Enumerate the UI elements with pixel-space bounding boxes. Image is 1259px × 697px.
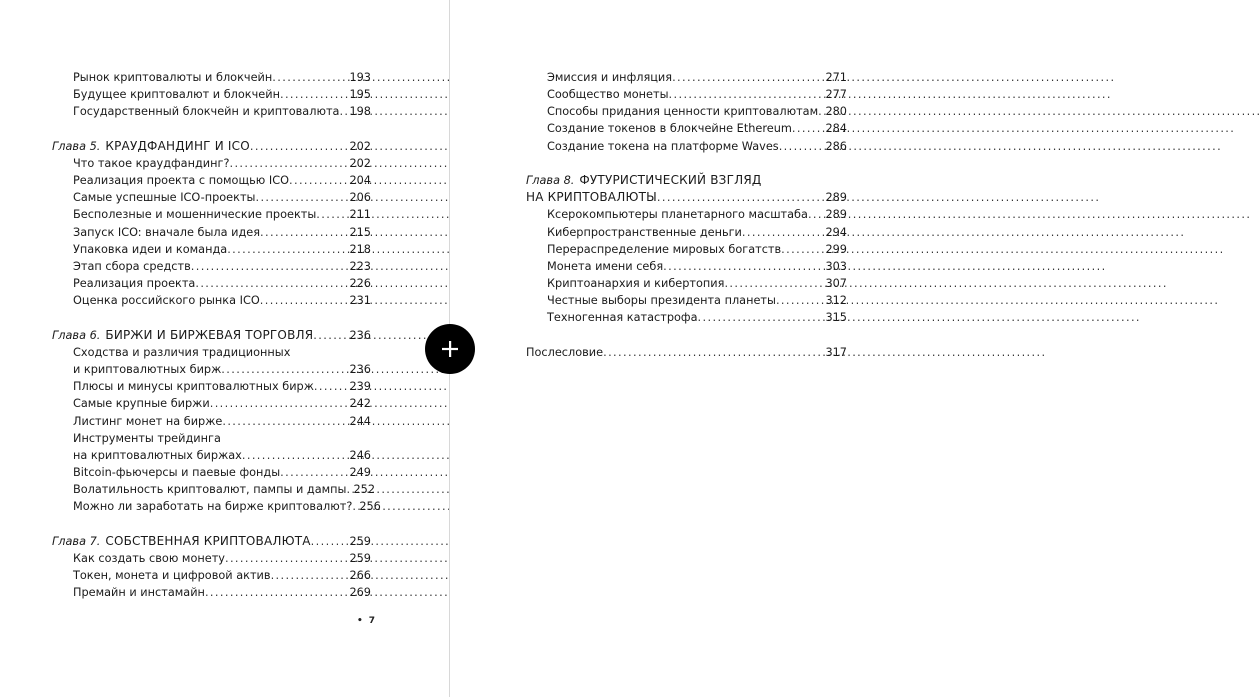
entry-title: Самые крупные биржи xyxy=(73,397,210,411)
page-ref: 242 xyxy=(349,397,371,411)
leader-dots xyxy=(776,292,825,309)
toc-entry-row xyxy=(526,69,847,86)
toc-entry-row xyxy=(52,550,371,567)
toc-entry-row xyxy=(52,189,371,206)
leader-dots xyxy=(222,413,348,430)
plus-icon xyxy=(441,340,459,358)
toc-entry-row xyxy=(526,275,847,292)
chapter-label: Глава 6. xyxy=(52,328,101,342)
page-ref: 307 xyxy=(825,277,847,291)
entry-title: Сообщество монеты xyxy=(547,88,669,102)
page-ref: 231 xyxy=(349,294,371,308)
entry-title: Как создать свою монету xyxy=(73,552,225,566)
toc-chapter-row-cont xyxy=(526,189,847,206)
toc-entry-row xyxy=(52,292,371,309)
leader-dots xyxy=(339,103,348,120)
toc-entry-row xyxy=(526,309,847,326)
page-ref: 236 xyxy=(349,328,371,342)
toc-entry-row xyxy=(52,86,371,103)
right-page xyxy=(450,0,900,697)
entry-title: Реализация проекта xyxy=(73,277,196,291)
toc-afterword-row xyxy=(526,344,847,361)
leader-dots xyxy=(260,224,348,241)
chapter-label: Глава 7. xyxy=(52,534,101,548)
chapter-title: НА КРИПТОВАЛЮТЫ xyxy=(526,190,657,205)
entry-title: Будущее криптовалют и блокчейн xyxy=(73,88,280,102)
leader-dots xyxy=(255,189,348,206)
page-ref: 246 xyxy=(349,448,371,462)
toc-entry-row xyxy=(526,86,847,103)
page-ref: 284 xyxy=(825,122,847,136)
toc-entry-row xyxy=(526,258,847,275)
leader-dots xyxy=(669,86,825,103)
entry-title: Инструменты трейдинга xyxy=(73,431,221,445)
page-ref: 198 xyxy=(349,105,371,119)
page-ref: 303 xyxy=(825,259,847,273)
leader-dots xyxy=(260,292,349,309)
page-ref: 286 xyxy=(825,139,847,153)
toc-chapter-row xyxy=(52,327,371,344)
toc-entry-row xyxy=(52,361,371,378)
leader-dots xyxy=(672,69,824,86)
page-ref: 289 xyxy=(825,191,847,205)
entry-title: Послесловие xyxy=(526,345,604,359)
toc-chapter-row xyxy=(52,138,371,155)
leader-dots xyxy=(221,361,348,378)
toc-entry-row xyxy=(52,498,381,515)
page-number: 7 xyxy=(368,616,376,626)
toc-entry-row xyxy=(52,464,371,481)
page-ref: 299 xyxy=(825,242,847,256)
leader-dots xyxy=(250,138,349,155)
page-ref: 195 xyxy=(349,88,371,102)
toc-entry-row xyxy=(52,241,371,258)
leader-dots xyxy=(227,241,348,258)
page-ref: 315 xyxy=(825,311,847,325)
toc-chapter-row xyxy=(526,172,847,189)
toc-entry-row xyxy=(52,155,371,172)
leader-dots xyxy=(280,86,348,103)
page-ref: 236 xyxy=(349,363,371,377)
chapter-title: КРАУДФАНДИНГ И ICO xyxy=(105,138,250,153)
entry-title: Этап сбора средств xyxy=(73,259,191,273)
entry-title: Bitcoin-фьючерсы и паевые фонды xyxy=(73,465,281,479)
leader-dots xyxy=(316,206,348,223)
leader-dots xyxy=(272,69,348,86)
entry-title: Запуск ICO: вначале была идея xyxy=(73,225,261,239)
page-ref: 259 xyxy=(349,552,371,566)
add-button[interactable] xyxy=(425,324,475,374)
entry-title: Бесполезные и мошеннические проекты xyxy=(73,208,317,222)
page-ref: 280 xyxy=(825,105,847,119)
toc-entry-row xyxy=(52,481,376,498)
leader-dots xyxy=(742,224,825,241)
page-ref: 249 xyxy=(349,465,371,479)
entry-title: Листинг монет на бирже xyxy=(73,414,223,428)
leader-dots xyxy=(280,464,348,481)
toc-entry-row xyxy=(526,224,847,241)
toc-entry-row xyxy=(52,447,371,464)
leader-dots xyxy=(271,567,349,584)
page-ref: 239 xyxy=(349,380,371,394)
entry-title: Упаковка идеи и команда xyxy=(73,242,228,256)
toc-entry-row xyxy=(52,413,371,430)
entry-title: на криптовалютных биржах xyxy=(73,448,242,462)
toc-entry-row xyxy=(526,138,847,155)
toc-entry-row xyxy=(52,584,371,601)
toc-entry-row xyxy=(52,172,371,189)
entry-title: Реализация проекта с помощью ICO xyxy=(73,174,289,188)
entry-title: Плюсы и минусы криптовалютных бирж xyxy=(73,380,314,394)
page-ref: 266 xyxy=(349,569,371,583)
entry-title: Киберпространственные деньги xyxy=(547,225,742,239)
leader-dots xyxy=(603,344,824,361)
page-ref: 256 xyxy=(359,500,381,514)
entry-title: Рынок криптовалюты и блокчейн xyxy=(73,71,273,84)
leader-dots xyxy=(657,189,825,206)
chapter-title: СОБСТВЕННАЯ КРИПТОВАЛЮТА xyxy=(105,533,311,548)
page-ref: 204 xyxy=(349,174,371,188)
leader-dots xyxy=(781,241,824,258)
leader-dots xyxy=(195,275,348,292)
page-ref: 206 xyxy=(349,191,371,205)
entry-title: Способы придания ценности криптовалютам xyxy=(547,105,819,119)
toc-entry-row xyxy=(52,395,371,412)
toc-right xyxy=(526,69,847,361)
toc-entry-row xyxy=(52,344,371,361)
page-ref: 215 xyxy=(349,225,371,239)
toc-entry-row xyxy=(52,430,371,447)
left-page xyxy=(0,0,449,697)
entry-title: Эмиссия и инфляция xyxy=(547,71,673,84)
page-ref: 294 xyxy=(825,225,847,239)
leader-dots xyxy=(210,395,349,412)
entry-title: Честные выборы президента планеты xyxy=(547,294,776,308)
entry-title: Самые успешные ICO-проекты xyxy=(73,191,256,205)
toc-left xyxy=(52,69,381,601)
entry-title: Ксерокомпьютеры планетарного масштаба xyxy=(547,208,808,222)
leader-dots xyxy=(289,172,348,189)
leader-dots xyxy=(808,206,824,223)
page-ref: 269 xyxy=(349,586,371,600)
toc-entry-row xyxy=(526,103,847,120)
leader-dots xyxy=(229,155,348,172)
chapter-title: ФУТУРИСТИЧЕСКИЙ ВЗГЛЯД xyxy=(579,173,762,188)
toc-entry-row xyxy=(52,567,371,584)
toc-entry-row xyxy=(526,206,847,223)
page-ref: 317 xyxy=(825,345,847,359)
toc-entry-row xyxy=(52,258,371,275)
page-ref: 252 xyxy=(353,483,376,497)
entry-title: Оценка российского рынка ICO xyxy=(73,294,260,308)
leader-dots xyxy=(724,275,824,292)
entry-title: и криптовалютных бирж xyxy=(73,363,222,377)
leader-dots xyxy=(242,447,349,464)
page-folio xyxy=(357,616,375,626)
folio-bullet: • xyxy=(357,616,363,626)
page-ref: 259 xyxy=(349,534,371,548)
entry-title: Что такое краудфандинг? xyxy=(73,157,230,171)
chapter-title: БИРЖИ И БИРЖЕВАЯ ТОРГОВЛЯ xyxy=(105,327,314,342)
toc-chapter-row xyxy=(52,533,371,550)
page-ref: 193 xyxy=(349,71,371,84)
toc-entry-row xyxy=(52,275,371,292)
leader-dots xyxy=(313,327,348,344)
entry-title: Перераспределение мировых богатств xyxy=(547,242,782,256)
page-ref: 244 xyxy=(349,414,371,428)
toc-entry-row xyxy=(526,120,847,137)
page-ref: 271 xyxy=(825,71,847,84)
toc-entry-row xyxy=(52,224,371,241)
leader-dots xyxy=(698,309,825,326)
page-ref: 289 xyxy=(825,208,847,222)
toc-entry-row xyxy=(52,69,371,86)
page-ref: 277 xyxy=(825,88,847,102)
entry-title: Премайн и инстамайн xyxy=(73,586,205,600)
toc-entry-row xyxy=(52,206,371,223)
toc-entry-row xyxy=(52,378,371,395)
entry-title: Создание токенов в блокчейне Ethereum xyxy=(547,122,792,136)
toc-entry-row xyxy=(526,292,847,309)
leader-dots xyxy=(225,550,348,567)
leader-dots xyxy=(191,258,349,275)
page-ref: 218 xyxy=(349,242,371,256)
entry-title: Криптоанархия и кибертопия xyxy=(547,277,725,291)
chapter-label: Глава 5. xyxy=(52,139,101,153)
page-ref: 202 xyxy=(349,157,371,171)
page-ref: 312 xyxy=(825,294,847,308)
entry-title: Токен, монета и цифровой актив xyxy=(73,569,271,583)
entry-title: Сходства и различия традиционных xyxy=(73,345,291,359)
chapter-label: Глава 8. xyxy=(526,174,575,188)
leader-dots xyxy=(205,584,349,601)
leader-dots xyxy=(314,378,349,395)
entry-title: Монета имени себя xyxy=(547,259,664,273)
page-ref: 211 xyxy=(349,208,371,222)
toc-entry-row xyxy=(52,103,371,120)
leader-dots xyxy=(792,120,825,137)
page-ref: 223 xyxy=(349,259,371,273)
entry-title: Волатильность криптовалют, пампы и дампы xyxy=(73,483,347,497)
page-ref: 226 xyxy=(349,277,371,291)
leader-dots xyxy=(663,258,824,275)
page-ref: 202 xyxy=(349,139,371,153)
entry-title: Государственный блокчейн и криптовалюта xyxy=(73,105,340,119)
toc-entry-row xyxy=(526,241,847,258)
entry-title: Можно ли заработать на бирже криптовалют? xyxy=(73,500,353,514)
leader-dots xyxy=(311,533,349,550)
leader-dots xyxy=(779,138,825,155)
entry-title: Создание токена на платформе Waves xyxy=(547,139,779,153)
entry-title: Техногенная катастрофа xyxy=(547,311,698,325)
